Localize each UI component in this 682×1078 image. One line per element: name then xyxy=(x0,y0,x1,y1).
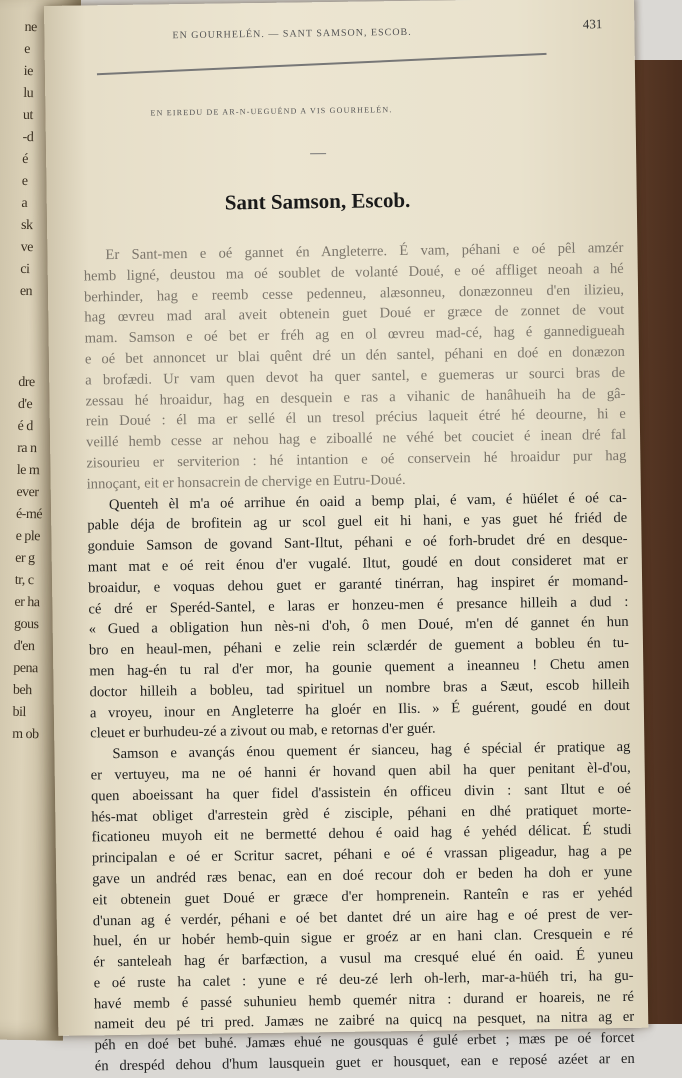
text-line: hemb ligné, deustou ma oé soublet de volanté Doué, e oé affliget neoah a hé xyxy=(83,260,624,285)
text-line: mant mat e oé reit énou d'er vugalé. Iltut, goudé en dout consideret mat er xyxy=(87,551,628,576)
text-line: havé memb é passé suhunieu hemb quemér nitra : durand er hoareis, ne ré xyxy=(93,988,634,1013)
left-fragment-line: pena xyxy=(13,660,38,677)
page-header xyxy=(84,16,604,53)
left-fragment-line: ne xyxy=(24,19,37,36)
left-fragment-line: ra n xyxy=(17,440,37,457)
page-number: 431 xyxy=(582,16,603,32)
left-fragment-line: d'e xyxy=(17,396,33,413)
text-line: mam. Samson e oé bet er fréh ag en ol œvreu mad-cé, hag é gannedigueah xyxy=(84,323,625,347)
text-line: « Gued a obligation hun nès-ni d'oh, ô men Doué, m'en dé gannet én hun xyxy=(88,614,629,638)
text-line: principalan e oé er Scritur sacret, péhani e oé é vrassan pligeadur, hag a pe xyxy=(91,842,632,867)
text-line: er vertuyeu, ma ne oé hanni ér hovand quen abil ha quer penitant èl-d'ou, xyxy=(90,759,631,784)
text-line: hés-mat obliget d'arrestein grèd é zisciple, péhani en dhé pratiquet morte- xyxy=(91,801,632,825)
left-fragment-line: bil xyxy=(12,704,26,721)
text-line: hag œvreu mad aral aveit obtenein guet Doué er græce de zonnet de vout xyxy=(84,302,625,326)
text-line: broaidur, e voquas dehou guet er garanté tinérran, hag inspiret ér momand- xyxy=(88,572,629,597)
text-line: cleuet er burhudeu-zé a zivout ou mab, e retornas d'er guér. xyxy=(90,720,436,742)
text-line: bro en heaul-men, péhani e zelie rein sclærdér de guement a bobleu én tu- xyxy=(88,635,630,659)
left-fragment-line: tr, c xyxy=(14,572,34,589)
left-fragment-line: dre xyxy=(18,374,35,391)
text-line: d'unan ag é verdér, péhani e oé bet dantet dré un aire hag e oé prest de ver- xyxy=(92,905,633,929)
text-line: berhinder, hag e reemb cesse pedenneu, alæsonneu, donæzonneu d'en ilizieu, xyxy=(83,281,625,306)
page-title: Sant Samson, Escob. xyxy=(224,187,411,215)
text-line: men hag-én tu ral d'er mor, ha gounie quement a ineanneu ! Chetu amen xyxy=(89,655,630,680)
left-fragment-line: en xyxy=(19,283,33,300)
left-fragment-line: m ob xyxy=(12,726,39,743)
left-fragment-line: er g xyxy=(15,550,35,567)
text-line: rein Doué : él ma er sellé él un tresol précius laqueit étré hé deourne, hi e xyxy=(85,406,626,430)
text-line: Er Sant-men e oé gannet én Angleterre. É vam, péhani e oé pêl amzér xyxy=(105,239,624,264)
left-fragment-line: sk xyxy=(20,217,33,234)
left-fragment-line: gous xyxy=(13,616,39,633)
left-fragment-line: e xyxy=(23,41,30,57)
text-line: e oé ruste ha calet : yune e ré deu-zé lerh oh-lerh, mar-a-hüéh tri, ha gu- xyxy=(93,967,634,992)
text-line: e oé bet annoncet ur blai quênt dré un dén santel, péhani en doé en donæzon xyxy=(84,343,625,368)
left-fragment-line: é-mé xyxy=(15,506,43,523)
text-line: zessau hé hroaidur, hag en desquein e ras a vihanic de hanâhueih ha de gâ- xyxy=(85,385,626,410)
text-line: én drespéd dehou d'hum lausquein guet er housquet, ean e reposé azéet ar en xyxy=(94,1050,635,1075)
text-line: huel, én ur hobér hemb-quin sigue er groéz ar en hani clan. Cresquein e ré xyxy=(92,926,634,950)
text-line: eit obtenein guet Doué er græce d'er homprenein. Ranteîn e ras er yehéd xyxy=(92,884,633,909)
text-line: gonduie Samson de govand Sant-Iltut, péhani e oé forh-brudet dré en desque- xyxy=(87,531,628,555)
body-text xyxy=(83,238,635,1077)
text-line: innoçant, eit er honsacrein de chervige en Eutru-Doué. xyxy=(86,471,406,493)
text-line: gave un andréd ræs benac, ean en doé recour doh er beden ha doh er yune xyxy=(92,863,633,888)
left-fragment-line: a xyxy=(21,195,28,211)
text-line: veillé hemb cesse ar nehou hag e ziboallé ne véhé bet couciet é inean dré fal xyxy=(85,427,627,451)
text-line: doctor hilleih a bobleu, tad spirituel un nombre bras a Sæut, escob hilleih xyxy=(89,676,630,701)
left-fragment-line: é xyxy=(22,151,29,167)
text-line: cé dré er Speréd-Santel, e laras er honzeu-men é presance hilleih a dud : xyxy=(88,593,629,617)
text-line: a vroyeu, inour en Angleterre ha gloér en Ilis. » É guérent, goudé en dout xyxy=(89,697,630,721)
left-fragment-line: lu xyxy=(23,85,34,102)
left-fragment-line: beh xyxy=(12,682,32,699)
left-fragment-line: -d xyxy=(22,129,34,146)
text-line: ficationeu muyoh eit ne bermetté dehou é oaid hag é yehéd délicat. É studi xyxy=(91,822,632,846)
book-page xyxy=(44,0,648,1075)
text-line: nameit deu pé tri pred. Jamæs ne zaibré na quicq na pesquet, na nitra ag er xyxy=(94,1009,635,1033)
left-fragment-line: ci xyxy=(20,261,30,278)
left-fragment-line: é d xyxy=(17,418,33,435)
left-fragment-line: ve xyxy=(20,239,34,256)
text-line: quen aboeissant ha quer fidel d'assistein én officeu divin : sant Iltut e oé xyxy=(90,780,632,805)
text-line: Quenteh èl m'a oé arrihue én oaid a bemp plai, é vam, é hüélet é oé ca- xyxy=(108,489,628,513)
left-fragment-line: ut xyxy=(22,107,33,124)
running-head: EN GOURHELÉN. — SANT SAMSON, ESCOB. xyxy=(172,26,412,42)
text-line: ér santeleah hag ér barfæction, a vusul ma cresqué elué én oaid. É yuneu xyxy=(93,946,634,971)
text-line: pable déja de brofitein ag ur scol guel eit hi hani, e yas guet hé friéd de xyxy=(87,510,628,534)
left-fragment-line: ever xyxy=(16,484,39,501)
section-heading: EN EIREDU DE AR-N-UEGUÉND A VIS GOURHELÉN. xyxy=(150,105,393,118)
left-fragment-line: ie xyxy=(23,63,33,80)
header-rule xyxy=(97,53,547,75)
text-line: Samson e avançás énou quement ér sianceu, hag é spécial ér pratique ag xyxy=(112,739,631,763)
left-fragment-line: e xyxy=(21,173,28,189)
left-fragment-line: le m xyxy=(16,462,40,479)
text-line: péh en doé bet buhé. Jamæs ehué ne gousquas é gulé erbet ; mæs pe oé forcet xyxy=(94,1030,635,1054)
left-fragment-line: e ple xyxy=(15,528,41,545)
left-fragment-line: d'en xyxy=(13,638,35,655)
left-fragment-line: er ha xyxy=(14,594,40,611)
text-line: a brofædi. Ur vam quen devot ha quer santel, e guemeras ur sourci bras de xyxy=(85,364,626,389)
ornament-dash xyxy=(310,153,326,154)
text-line: zisourieu er serviterion : hé intantion e oé conservein hé hroaidur pur hag xyxy=(86,447,627,472)
